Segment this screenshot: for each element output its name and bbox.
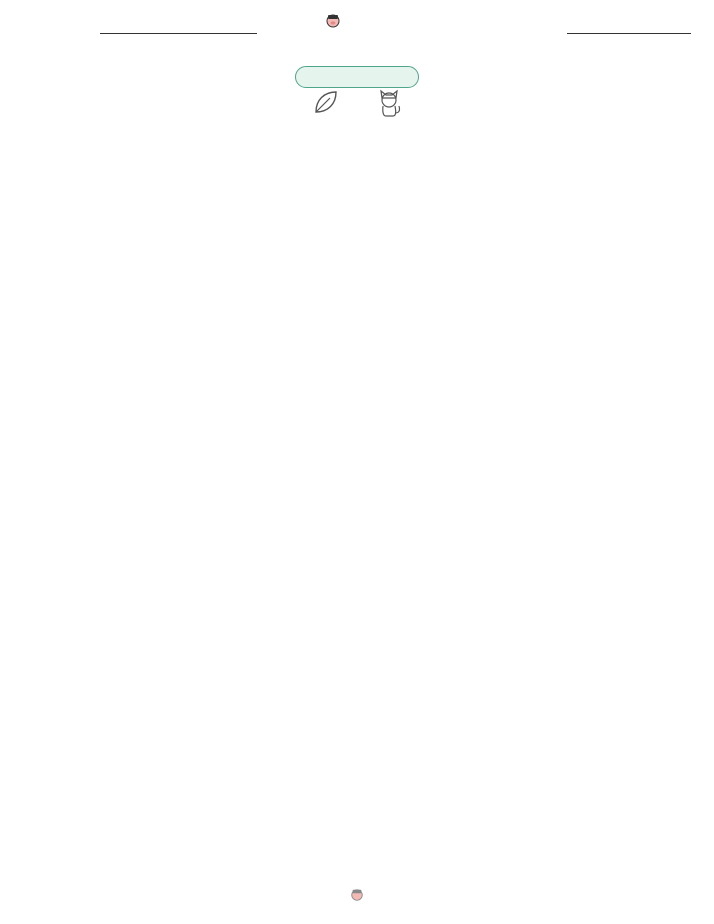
activity-pill [295,66,419,88]
brand-logo [326,13,343,29]
pig-icon [326,13,340,29]
date-line [567,33,691,34]
pig-icon [350,888,364,902]
footer [0,888,714,902]
leaf-icon [312,88,340,116]
cat-icon [376,88,402,118]
name-line [100,33,257,34]
page-title [0,88,714,118]
